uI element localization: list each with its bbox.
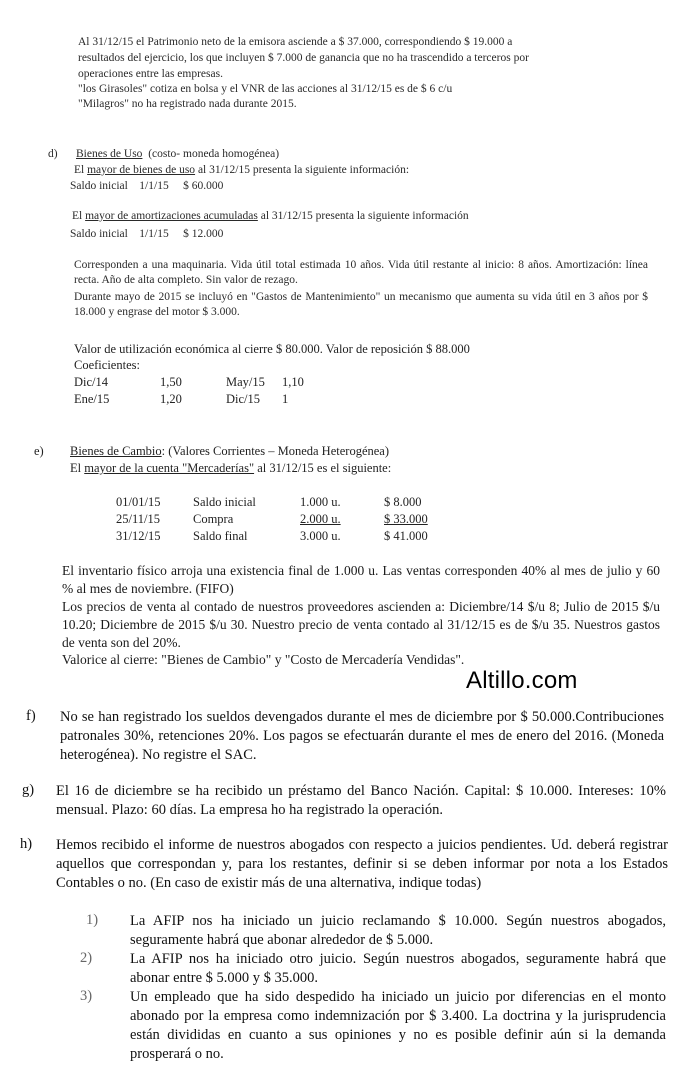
- section-d-mayor-1: [74, 164, 409, 176]
- section-d-mayor-2: [72, 210, 469, 222]
- coef-month: Ene/15: [74, 392, 110, 406]
- saldo-amortizaciones: Saldo inicial 1/1/15 $ 12.000: [70, 228, 224, 240]
- coef-value: 1,10: [282, 375, 304, 389]
- section-d-subtitle: (costo- moneda homogénea): [148, 148, 280, 160]
- coef-value: 1,20: [160, 392, 182, 406]
- mayor-e-pre: El: [70, 461, 82, 475]
- list-item-text: La AFIP nos ha iniciado otro juicio. Según nuestros abogados, seguramente habrá que abonar entre $ 5.000 y $ 35.000.: [130, 951, 666, 986]
- saldo-bienes-de-uso: Saldo inicial 1/1/15 $ 60.000: [70, 180, 224, 192]
- coef-month: Dic/15: [226, 392, 261, 406]
- cell-concept: Saldo final: [193, 529, 248, 543]
- list-item-number: 1): [86, 912, 99, 928]
- cell-concept: Compra: [193, 512, 234, 526]
- cell-amount: $ 33.000: [384, 512, 428, 526]
- mayor-e-post: al 31/12/15 es el siguiente:: [257, 461, 392, 475]
- list-item-text: Un empleado que ha sido despedido ha iniciado un juicio por diferencias en el monto abonado por la empresa como indemnización por $ 3.400. La doctrina y la jurisprudencia están divididas en cuanto a sus opiniones y no es posible definir aún si la demanda prosperará o no.: [130, 989, 666, 1062]
- cell-amount: $ 8.000: [384, 495, 422, 509]
- list-item-text: La AFIP nos ha iniciado un juicio reclamando $ 10.000. Según nuestros abogados, seguramente habrá que abonar alrededor de $ 5.000.: [130, 913, 666, 948]
- coeficientes-label: Coeficientes:: [74, 358, 140, 372]
- section-d-letter: d): [48, 148, 58, 160]
- section-e-paragraph-3: Valorice al cierre: "Bienes de Cambio" y "Costo de Mercadería Vendidas".: [62, 652, 465, 667]
- section-f-text: No se han registrado los sueldos devengados durante el mes de diciembre por $ 50.000.Contribuciones patronales 30%, retenciones 20%. Los pagos se efectuarán durante el mes de enero del 2016. (Moneda heterogénea). No registre el SAC.: [60, 709, 664, 763]
- section-e-paragraph-2: Los precios de venta al contado de nuestros proveedores ascienden a: Diciembre/14 $/u 8; Julio de 2015 $/u 10.20; Diciembre de 2015 $/u 30. Nuestro precio de venta contado al 31/12/15 es de $/u 35. Nuestros gastos de venta son del 20%.: [62, 599, 660, 650]
- cell-date: 31/12/15: [116, 529, 161, 543]
- mayor-2-post: al 31/12/15 presenta la siguiente información: [260, 210, 469, 222]
- section-d-title: Bienes de Uso: [76, 148, 143, 160]
- list-item-number: 2): [80, 950, 93, 966]
- intro-line-1: Al 31/12/15 el Patrimonio neto de la emisora asciende a $ 37.000, correspondiendo $ 19.000 a: [78, 36, 513, 48]
- coef-value: 1: [282, 392, 289, 406]
- intro-line-4: "los Girasoles" cotiza en bolsa y el VNR de las acciones al 31/12/15 es de $ 6 c/u: [78, 83, 453, 95]
- intro-line-5: "Milagros" no ha registrado nada durante 2015.: [78, 98, 297, 110]
- section-f-letter: f): [26, 708, 36, 724]
- section-e-mayor: [70, 461, 391, 476]
- mayor-2-link: mayor de amortizaciones acumuladas: [85, 210, 258, 222]
- mayor-1-link: mayor de bienes de uso: [87, 164, 196, 176]
- cell-qty: 3.000 u.: [300, 529, 341, 543]
- section-h-letter: h): [20, 836, 33, 852]
- intro-line-3: operaciones entre las empresas.: [78, 68, 223, 80]
- section-d-heading: [76, 148, 279, 160]
- section-e-subtitle: : (Valores Corrientes – Moneda Heterogénea): [161, 444, 389, 458]
- valor-utilizacion: Valor de utilización económica al cierre $ 80.000. Valor de reposición $ 88.000: [74, 342, 470, 356]
- cell-qty: 1.000 u.: [300, 495, 341, 509]
- coef-month: Dic/14: [74, 375, 109, 389]
- list-item-number: 3): [80, 988, 93, 1004]
- mayor-1-post: al 31/12/15 presenta la siguiente información:: [197, 164, 410, 176]
- section-d-paragraph-1: Corresponden a una maquinaria. Vida útil total estimada 10 años. Vida útil restante al inicio: 8 años. Amortización: línea recta. Año de alta completo. Sin valor de rezago.: [74, 259, 648, 286]
- section-h-text: Hemos recibido el informe de nuestros abogados con respecto a juicios pendientes. Ud. deberá registrar aquellos que correspondan y, para los restantes, definir si se deben informar por nota a los Estados Contables o no. (En caso de existir más de una alternativa, indique todas): [56, 837, 668, 891]
- mayor-1-pre: El: [74, 164, 85, 176]
- mayor-2-pre: El: [72, 210, 83, 222]
- cell-date: 01/01/15: [116, 495, 161, 509]
- coef-month: May/15: [226, 375, 265, 389]
- cell-concept: Saldo inicial: [193, 495, 256, 509]
- mayor-e-link: mayor de la cuenta "Mercaderías": [84, 461, 255, 475]
- cell-qty: 2.000 u.: [300, 512, 341, 526]
- section-e-title: Bienes de Cambio: [70, 444, 162, 458]
- section-d-paragraph-2: Durante mayo de 2015 se incluyó en "Gastos de Mantenimiento" un mecanismo que aumenta su vida útil en 3 años por $ 18.000 y engrase del motor $ 3.000.: [74, 291, 648, 318]
- coef-value: 1,50: [160, 375, 182, 389]
- section-e-letter: e): [34, 444, 44, 458]
- section-e-heading: [70, 444, 389, 459]
- cell-amount: $ 41.000: [384, 529, 428, 543]
- altillo-watermark: Altillo.com: [466, 667, 578, 694]
- intro-line-2: resultados del ejercicio, los que incluyen $ 7.000 de ganancia que no ha trascendido a terceros por: [78, 52, 529, 64]
- cell-date: 25/11/15: [116, 512, 160, 526]
- section-g-letter: g): [22, 782, 35, 798]
- section-e-paragraph-1: El inventario físico arroja una existencia final de 1.000 u. Las ventas corresponden 40% al mes de julio y 60 % al mes de noviembre. (FIFO): [62, 563, 660, 596]
- section-g-text: El 16 de diciembre se ha recibido un préstamo del Banco Nación. Capital: $ 10.000. Intereses: 10% mensual. Plazo: 60 días. La empresa ho ha registrado la operación.: [56, 783, 666, 818]
